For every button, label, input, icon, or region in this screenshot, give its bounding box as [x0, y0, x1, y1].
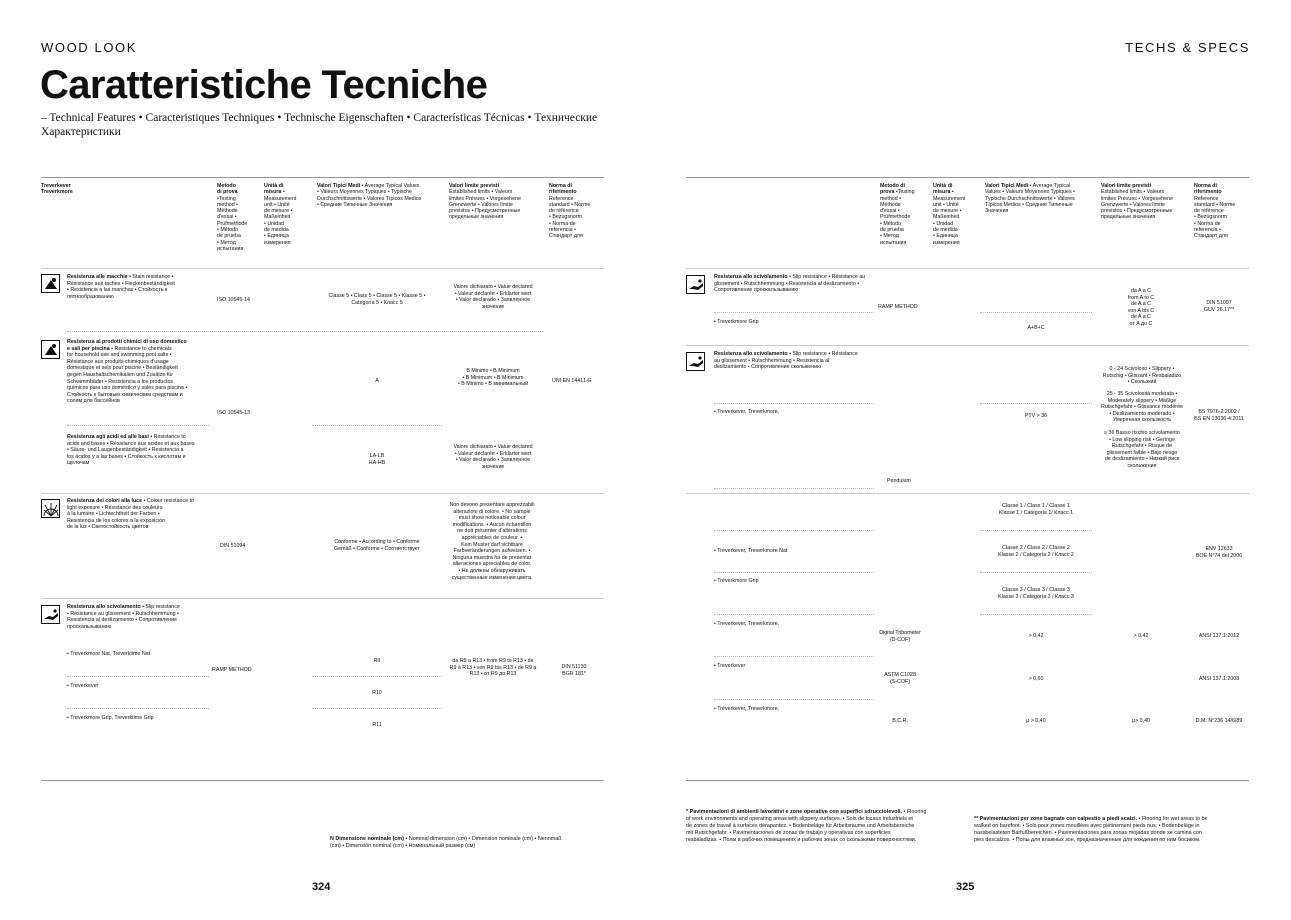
acid-value: LA-LB HA-HB: [368, 453, 386, 466]
r2-value: PTV > 36: [1024, 413, 1048, 419]
slip-value-1: R9: [373, 658, 381, 664]
row-dot-divider: [67, 425, 209, 426]
chemical-method: ISO 10545-13: [217, 410, 250, 416]
stain-title: [67, 274, 215, 300]
row-divider: [686, 345, 1249, 346]
sun-icon: [41, 499, 60, 518]
row-dot-divider: [714, 614, 874, 615]
row-dot-divider: [714, 488, 874, 489]
slip-value-3: R11: [372, 722, 382, 728]
chemical-title-bold: Resistenza ai prodotti chimici di uso domestico e sali per piscina: [67, 339, 187, 352]
col-products: Treverkever Treverkmore: [41, 183, 73, 196]
chemical-icon: [41, 340, 60, 359]
d3-limit: μ> 0,40: [1132, 718, 1150, 724]
row-dot-divider: [67, 676, 209, 677]
r2-title-text: • Slip resistance • Résistance au glissement • Rutschhemmung • Resistencia al deslizamiento • Сопротивление скольжению: [714, 351, 858, 371]
r2-limit-3: ≥ 36 Basso rischio scivolamento • Low slipping risk • Geringe Rutschgefahr • Risque de glissement faible • Bajo riesgo de deslizamiento • Низкий риск скольжения: [1104, 430, 1180, 469]
slip-value-2: R10: [372, 690, 382, 696]
r2-title-bold: Resistenza allo scivolamento: [714, 351, 788, 357]
r2-method: Pendulum: [887, 478, 911, 484]
class-3: Classe 3 / Class 3 / Classe 3 Klasse 3 / Categoría 3 / Класс 3: [998, 587, 1074, 600]
col-method-text: •Testing method • Méthode d'essai • Prüfmethode • Método de prueba • Метод испытания: [217, 195, 248, 252]
col-values: [317, 183, 421, 208]
row-dot-divider: [312, 676, 442, 677]
col-limits-title: Valori limite previsti: [449, 183, 500, 189]
col-unit-right-text: • Measurement unit • Unité de mesure • Maßeinheit • Unidad de medida • Единица измерения: [933, 189, 966, 246]
col-unit-right: [933, 183, 965, 246]
chemical-value: A: [375, 378, 379, 384]
d2-value: > 0,60: [1028, 676, 1044, 682]
slip-product-3: • Treverkmore Grip, Treverktime Grip: [67, 715, 154, 721]
light-value: Conforme • According to • Conforme Gemäß • Conforme • Соответствует: [334, 539, 420, 552]
row-dot-divider: [980, 530, 1092, 531]
stain-value: Classe 5 • Class 5 • Classe 5 • Klasse 5 • Categoría 5 • Класс 5: [328, 293, 426, 306]
acid-title-bold: Resistenza agli acidi ed alle basi: [67, 434, 149, 440]
table-top-rule-right: [686, 177, 1249, 178]
row-dot-divider: [67, 708, 209, 709]
col-limits: [449, 183, 521, 221]
slip-norm: DIN 51130 BGR 181*: [561, 664, 587, 677]
r2-product: • Treverkever, Treverkmore,: [714, 409, 780, 415]
d1-norm: ANSI 137.1:2012: [1198, 633, 1240, 639]
row-dot-divider: [312, 708, 442, 709]
row-divider: [41, 268, 604, 269]
r1-product: • Treverkmore Grip: [714, 319, 759, 325]
table-bottom-rule-right: [686, 780, 1249, 781]
section-kicker: WOOD LOOK: [41, 40, 138, 55]
col-values-right-title: Valori Tipici Medi: [985, 183, 1029, 189]
slip-icon: [686, 352, 705, 371]
slip-icon: [41, 605, 60, 624]
table-top-rule: [41, 177, 604, 178]
col-method: [217, 183, 247, 252]
stain-icon: [41, 274, 60, 293]
col-unit-text: • Measurement unit • Unité de mesure • Maßeinheit • Unidad de medida • Единица измерения: [264, 189, 297, 246]
col-values-right: [985, 183, 1075, 214]
footnote-2-bold: ** Pavimentazioni per zone bagnate con calpestio a piedi scalzi.: [974, 816, 1137, 822]
class-product-1: • Treverkever, Treverkmore Nat: [714, 548, 788, 554]
row-dot-divider: [714, 530, 874, 531]
col-norm-right-title: Norma di riferimento: [1194, 183, 1222, 196]
slip-title-text: • Slip resistance • Résistance au glissement • Rutschhemmung • Resistencia al deslizamiento • Сопротивление проскальзыванию: [67, 604, 180, 630]
r2-title: [714, 351, 874, 371]
col-norm-text: Reference standard • Norme de référence • Bezugsnorm • Norma de referencia • Стандарт для: [549, 195, 591, 240]
r1-value: A+B+C: [1027, 325, 1045, 331]
row-dot-divider: [980, 572, 1092, 573]
light-title: [67, 498, 215, 531]
r2-norm: BS 7976-2:2002 / BS EN 13036-4:2011: [1194, 409, 1244, 422]
stain-limit: Valore dichiarato • Value declared • Valeur déclarée • Erklärter wert • Valor declarado • Заявленное значение: [453, 284, 533, 310]
col-norm-title: Norma di riferimento: [549, 183, 577, 196]
col-norm-right: [1194, 183, 1235, 240]
row-divider: [686, 493, 1249, 494]
r1-norm: DIN 51097 GUV 26.17**: [1203, 300, 1235, 313]
col-values-text: • Average Typical Values • Valeurs Moyennes Typiques • Typische Durchschnittswerte • Valores Típicos Medios • Средние Типичные Значения: [317, 183, 422, 208]
footnote-2: [974, 816, 1250, 844]
r2-limit-2: 25 - 35 Scivolosità moderata • Moderately slippery • Mäßige Rutschgefahr • Glissance modérée • Deslizamiento moderado • Умеренная скользкость: [1101, 391, 1183, 424]
light-method: DIN 51094: [220, 543, 246, 549]
d3-norm: D.M. N°236 14/6/89: [1195, 718, 1243, 724]
slip-title: [67, 604, 215, 630]
row-dot-divider: [714, 403, 874, 404]
stain-title-bold: Resistenza alle macchie: [67, 274, 128, 280]
d2-norm: ANSI 137.1:2008: [1198, 676, 1240, 682]
slip-limit: da R9 a R13 • from R9 to R13 • de R9 à R13 • von R9 bis R13 • de R9 a R13 • от R9 до R13: [449, 658, 537, 678]
class-product-2: • Treverkmore Grip: [714, 578, 759, 584]
d1-product: • Treverkever, Treverkmore,: [714, 621, 780, 627]
row-divider: [41, 493, 604, 494]
row-dot-divider: [980, 312, 1092, 313]
col-values-title: Valori Tipici Medi: [317, 183, 361, 189]
row-divider: [41, 598, 604, 599]
row-dot-divider: [67, 331, 543, 332]
d2-product: • Treverkever: [714, 663, 746, 669]
r2-limit-1: 0 - 24 Scivoloso • Slippery • Rutschig • Glissant • Resbaladizo • Скользкий: [1102, 366, 1182, 386]
footnote-1-text: • Flooring of work environments and operating areas with slippery surfaces. • Sols de locaux industriels et de zones de travail à surfaces dérapantes. • Bodenbeläge für Arbeitsräume und Arbeitsbereiche mit Rutschgefahr. • Pavimentaciones de zonas de trabajo y operativas con superficies resbaladizas. • Полы в рабочих помещениях и рабочих зонах со скользкими поверхностями.: [686, 809, 927, 843]
chemical-title-text: • Resistance to chemicals for household use and swimming pool salts • Résistance aux produits chimiques d'usage domestique et sels pour piscine • Beständigkeit gegen Haushaltschemikalien und Zusätze für Schwimmbäder • Resistencia a los productos químicos para uso doméstico y sales para piscina • Стойкость к бытовым химическим средствам и солям для бассейнов: [67, 345, 188, 405]
footnote-1-bold: * Pavimentazioni di ambienti lavorativi e zone operative con superfici sdrucciolevoli.: [686, 809, 902, 815]
acid-limit: Valore dichiarato • Value declared • Valeur déclarée • Erklärter wert • Valor declarado • Заявленное значение: [453, 444, 533, 470]
col-method-right-text: •Testing method • Méthode d'essai • Prüfmethode • Método de prueba • Метод испытания: [880, 189, 915, 246]
slip-icon: [686, 275, 705, 294]
r1-method: RAMP METHOD: [878, 304, 918, 310]
col-unit: [264, 183, 296, 246]
light-title-bold: Resistenza dei colori alla luce: [67, 498, 143, 504]
page-subtitle: – Technical Features • Caracteristiques Techniques • Technische Eigenschaften • Características Técnicas • Технические Характеристики: [41, 112, 598, 138]
d2-method: ASTM C1028 (S-COF): [884, 672, 916, 685]
table-bottom-rule: [41, 780, 604, 781]
row-divider: [686, 268, 1249, 269]
page-number-left: 324: [312, 881, 331, 893]
d1-method: Digital Tribometer (D-COF): [879, 630, 921, 643]
slip-title-bold: Resistenza allo scivolamento: [67, 604, 141, 610]
class-2: Classe 2 / Class 2 / Classe 2 Klasse 2 / Categoría 2 / Класс 2: [998, 545, 1074, 558]
acid-title-text: • Resistance to acids and bases • Résistance aux acides et aux bases • Säure- und Laugenbeständigkeit • Resistencia a los ácidos y a las bases • Стойкость к кислотам и щелочам: [67, 434, 195, 467]
row-dot-divider: [980, 403, 1092, 404]
col-method-title: Metodo di prova: [217, 183, 238, 196]
light-title-text: • Colour resistance to light exposure • Résistance des couleurs à la lumière • Lichtechtheit der Farben • Resistencia de los colores a la exposición de la luz • Светостойкость цветов: [67, 498, 194, 531]
slip-method: RAMP METHOD: [212, 667, 252, 673]
r1-title-bold: Resistenza allo scivolamento: [714, 274, 788, 280]
dimension-note-bold: N Dimensione nominale (cm): [330, 836, 404, 842]
row-dot-divider: [980, 614, 1092, 615]
col-norm-right-text: Reference standard • Norme de référence • Bezugsnorm • Norma de referencia • Стандарт для: [1194, 195, 1236, 240]
row-dot-divider: [312, 425, 442, 426]
r1-title: [714, 274, 874, 294]
chemical-limit: B Minimo • B Minimum • B Minimum • B Minimum • B Mínimo • B минимальный: [457, 368, 529, 388]
d3-value: μ > 0,40: [1026, 718, 1046, 724]
col-unit-title: Unità di misura: [264, 183, 284, 196]
col-limits-right-title: Valori limite previsti: [1101, 183, 1152, 189]
r1-title-text: • Slip resistance • Résistance au glissement • Rutschhemmung • Resistencia al deslizamiento • Сопротивление проскальзыванию: [714, 274, 866, 294]
col-values-right-text: • Average Typical Values • Valeurs Moyennes Typiques • Typische Durchschnittswerte • Valores Típicos Medios • Средние Типичные Значения: [985, 183, 1075, 215]
stain-method: ISO 10545-14: [217, 297, 250, 303]
page-number-right: 325: [956, 881, 975, 893]
col-norm: [549, 183, 590, 240]
page-title: Caratteristiche Tecniche: [40, 63, 488, 107]
slip-product-1: • Treverkmore Nat, Treverktime Nat: [67, 651, 151, 657]
footnote-2-text: • Flooring for wet areas to be walked on barefoot. • Sols pour zones mouillées avec piétinement pieds nus. • Bodenbeläge in nassbelasteten Barfußbereichen. • Pavimentaciones para zonas mojadas donde se camina con pies descalzos. • Полы для влажных зон, предназначенные для хождения по ним босиком.: [974, 816, 1208, 843]
d3-product: • Treverkever, Treverkmore,: [714, 706, 780, 712]
row-dot-divider: [714, 656, 874, 657]
row-dot-divider: [714, 699, 874, 700]
d3-method: B.C.R.: [892, 718, 908, 724]
row-dot-divider: [714, 312, 874, 313]
col-limits-right: [1101, 183, 1173, 221]
col-unit-right-title: Unità di misura: [933, 183, 953, 196]
dimension-note-text: • Nominal dimension (cm) • Dimension nominale (cm) • Nennmaß (cm) • Dimensión nominal (cm) • Номинальный размер (см): [330, 836, 562, 849]
col-limits-right-text: Established limits • Valeurs limites Prévues • Vorgesehene Grenzwerte • Valores límite previstos • Предусмотренные предельные значения: [1101, 189, 1173, 221]
acid-title: [67, 434, 215, 467]
chemical-norm: UNI EN 14411-G: [552, 378, 592, 384]
chemical-title: [67, 339, 215, 405]
class-norm: ENV 12633 BOE N°74 del 2006: [1195, 546, 1243, 559]
section-kicker-right: TECHS & SPECS: [1125, 40, 1250, 55]
d1-limit: > 0,42: [1133, 633, 1149, 639]
col-method-right-title: Metodo di prova: [880, 183, 906, 196]
slip-product-2: • Treverkever: [67, 683, 99, 689]
footnote-1: [686, 809, 966, 844]
col-method-right: [880, 183, 915, 246]
dimension-note: [330, 836, 610, 850]
stain-title-text: • Stain resistance • Résistance aux taches • Fleckenbeständigkeit • Resistencia a las manchas • Стойкость к пятнообразованию: [67, 274, 175, 300]
d1-value: > 0,42: [1028, 633, 1044, 639]
light-limit: Non devono presentare apprezzabili alterazioni di colore. • No sample must show noticeable colour modifications. • Aucun échantillon ne doit présenter d'altérations appréciables de couleur. • Kein Muster darf sichtbare Farbveränderungen aufweisen. • Ninguna muestra ha de presentar alteraciones apreciables de color. • Не должны обнаруживать существенные изменения цвета.: [449, 502, 535, 581]
row-dot-divider: [714, 572, 874, 573]
r1-limit: da A a C from A to C de A à C von A bis C de A a C от A до C: [1127, 288, 1155, 327]
class-1: Classe 1 / Class 1 / Classe 1 Klasse 1 / Categoría 1/ Класс 1: [998, 503, 1074, 516]
col-limits-text: Established limits • Valeurs limites Prévues • Vorgesehene Grenzwerte • Valores límite previstos • Предусмотренные предельные значения: [449, 189, 521, 221]
